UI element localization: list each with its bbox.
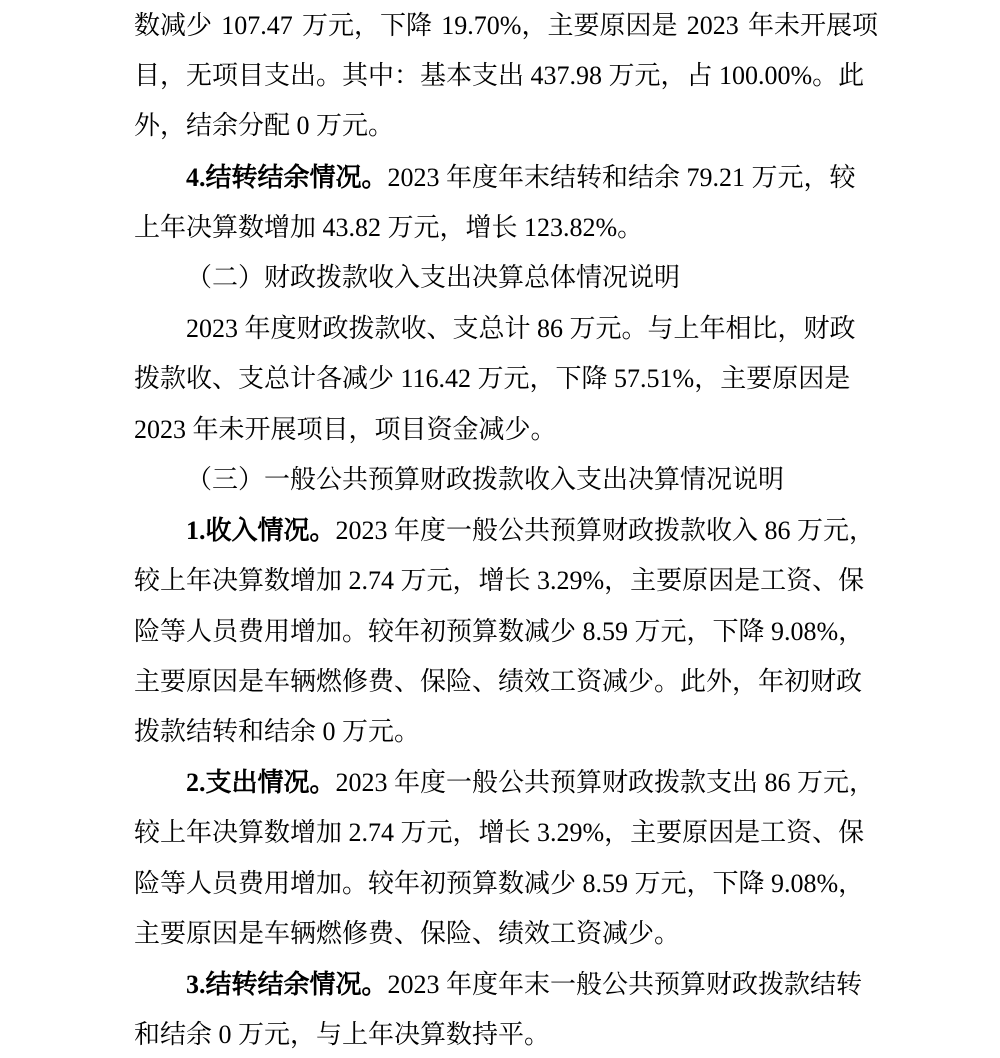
expense-paragraph-line-2: 目，无项目支出。其中：基本支出 437.98 万元，占 100.00%。此 (134, 61, 865, 90)
expense-2-line1-text: 2023 年度一般公共预算财政拨款支出 86 万元， (335, 768, 876, 797)
carryover-4-line-1 (186, 165, 856, 191)
fiscal-total-line-1: 2023 年度财政拨款收、支总计 86 万元。与上年相比，财政 (186, 314, 856, 343)
carryover-4-line1-text: 2023 年度年末结转和结余 79.21 万元，较 (387, 163, 856, 192)
carryover-3-line1-text: 2023 年度年末一般公共预算财政拨款结转 (387, 970, 863, 999)
income-heading: 1.收入情况。 (186, 516, 336, 545)
expense-line1-seg-3: 万元，下降 (302, 11, 433, 40)
carryover-4-line-2: 上年决算数增加 43.82 万元，增长 123.82%。 (134, 213, 644, 242)
expense-line1-seg-2: 107.47 (221, 11, 293, 40)
expense-2-line-4: 主要原因是车辆燃修费、保险、绩效工资减少。 (134, 919, 681, 948)
expense-line1-seg-4: 19.70%，主要原因是 (441, 11, 678, 40)
income-line-2: 较上年决算数增加 2.74 万元，增长 3.29%，主要原因是工资、保 (134, 566, 865, 595)
carryover-3-line-2: 和结余 0 万元，与上年决算数持平。 (134, 1020, 551, 1049)
section-heading-3: （三）一般公共预算财政拨款收入支出决算情况说明 (186, 465, 785, 494)
income-line-1 (186, 518, 875, 544)
income-line-4: 主要原因是车辆燃修费、保险、绩效工资减少。此外，年初财政 (134, 667, 863, 696)
carryover-3-heading: 3.结转结余情况。 (186, 970, 388, 999)
expense-line1-seg-5: 2023 (686, 11, 739, 40)
fiscal-total-line-2: 拨款收、支总计各减少 116.42 万元，下降 57.51%，主要原因是 (134, 364, 851, 393)
carryover-4-heading: 4.结转结余情况。 (186, 163, 388, 192)
expense-2-line-2: 较上年决算数增加 2.74 万元，增长 3.29%，主要原因是工资、保 (134, 818, 865, 847)
section-heading-2: （二）财政拨款收入支出决算总体情况说明 (186, 263, 681, 292)
expense-2-line-1 (186, 770, 875, 796)
carryover-3-line-1 (186, 972, 862, 998)
expense-2-line-3: 险等人员费用增加。较年初预算数减少 8.59 万元，下降 9.08%， (134, 869, 865, 898)
expense-line1-seg-6: 年未开展项 (747, 11, 878, 40)
expense-paragraph-line-1 (134, 13, 878, 39)
expense-paragraph-line-3: 外，结余分配 0 万元。 (134, 111, 395, 140)
fiscal-total-line-3: 2023 年未开展项目，项目资金减少。 (134, 415, 557, 444)
income-line-3: 险等人员费用增加。较年初预算数减少 8.59 万元，下降 9.08%， (134, 617, 865, 646)
expense-line1-seg-1: 数减少 (134, 11, 213, 40)
income-line-5: 拨款结转和结余 0 万元。 (134, 717, 421, 746)
income-line1-text: 2023 年度一般公共预算财政拨款收入 86 万元， (335, 516, 876, 545)
expense-2-heading: 2.支出情况。 (186, 768, 336, 797)
